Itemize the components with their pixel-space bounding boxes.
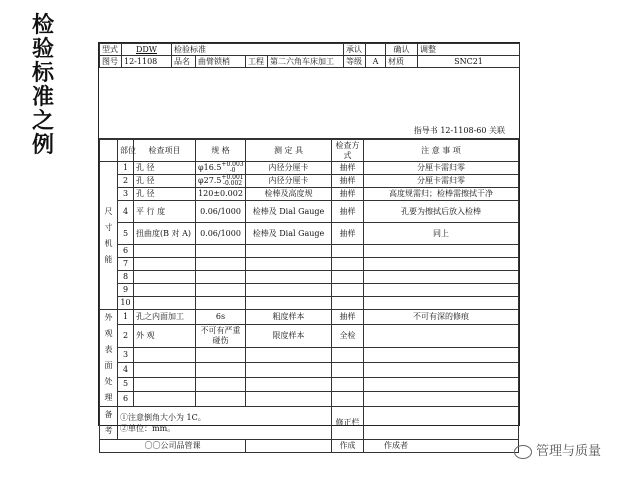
row-method xyxy=(332,245,364,258)
table-row xyxy=(100,258,519,271)
group-surface-label: 外观表面处理 xyxy=(100,310,118,407)
row-spec xyxy=(196,284,246,297)
row-method: 抽样 xyxy=(332,201,364,223)
author-label: 作成者 xyxy=(364,440,519,453)
material-label: 材质 xyxy=(386,56,418,68)
row-tool: 检棒及高度规 xyxy=(246,188,332,201)
header-table xyxy=(99,43,520,68)
row-spec xyxy=(196,162,246,175)
drawing-no-label: 图号 xyxy=(100,56,122,68)
row-tool: 检棒及 Dial Gauge xyxy=(246,201,332,223)
row-item: 孔 径 xyxy=(134,188,196,201)
row-spec xyxy=(196,245,246,258)
adjust-label: 调整 xyxy=(418,44,520,56)
row-spec xyxy=(196,297,246,310)
row-spec xyxy=(196,201,246,223)
row-note xyxy=(364,245,519,258)
row-spec xyxy=(196,188,246,201)
watermark xyxy=(514,440,601,459)
row-note xyxy=(364,362,519,377)
row-note: 分厘卡需归零 xyxy=(364,162,519,175)
row-item: 平 行 度 xyxy=(134,201,196,223)
row-tool xyxy=(246,377,332,392)
inspection-sheet xyxy=(98,42,520,450)
row-number: 4 xyxy=(118,362,134,377)
row-tool xyxy=(246,392,332,407)
table-row xyxy=(100,392,519,407)
row-note: 不可有深的修痕 xyxy=(364,310,519,325)
row-note xyxy=(364,324,519,348)
row-number: 6 xyxy=(118,245,134,258)
row-method xyxy=(332,377,364,392)
row-tool xyxy=(246,297,332,310)
row-item: 孔之内面加工 xyxy=(134,310,196,325)
row-spec xyxy=(196,223,246,245)
table-row xyxy=(100,188,519,201)
tolerance-upper: +0.001 xyxy=(221,174,244,181)
row-note xyxy=(364,377,519,392)
row-number: 6 xyxy=(118,392,134,407)
table-row xyxy=(100,175,519,188)
row-item: 孔 径 xyxy=(134,175,196,188)
part-name-label: 品名 xyxy=(172,56,196,68)
row-number: 8 xyxy=(118,271,134,284)
row-method: 抽样 xyxy=(332,175,364,188)
row-tool: 检棒及 Dial Gauge xyxy=(246,223,332,245)
row-spec xyxy=(196,324,246,348)
table-row xyxy=(100,271,519,284)
row-method xyxy=(332,392,364,407)
row-tool xyxy=(246,258,332,271)
row-tool: 粗度样本 xyxy=(246,310,332,325)
guide-ref: 指导书 12-1108-60 关联 xyxy=(413,126,505,135)
col-method: 检查方式 xyxy=(332,140,364,162)
row-item: 孔 径 xyxy=(134,162,196,175)
remarks-label: 备考 xyxy=(100,407,118,440)
row-item xyxy=(134,362,196,377)
row-note xyxy=(364,348,519,363)
material: SNC21 xyxy=(418,56,520,68)
col-notes: 注 意 事 项 xyxy=(364,140,519,162)
table-row xyxy=(100,377,519,392)
row-number: 1 xyxy=(118,162,134,175)
table-row xyxy=(100,201,519,223)
row-number: 10 xyxy=(118,297,134,310)
approve-label: 承认 xyxy=(344,44,366,56)
inspection-table xyxy=(99,139,519,453)
row-number: 3 xyxy=(118,188,134,201)
confirm-label: 确认 xyxy=(386,44,418,56)
row-note xyxy=(364,297,519,310)
row-tool xyxy=(246,348,332,363)
row-item: 外 观 xyxy=(134,324,196,348)
row-spec xyxy=(196,175,246,188)
row-note: 分厘卡需归零 xyxy=(364,175,519,188)
spec-value: 0.06/1000 xyxy=(200,228,241,238)
spec-value: φ16.5 xyxy=(198,163,222,172)
guide-area xyxy=(99,68,519,139)
row-spec xyxy=(196,377,246,392)
drawing-no: 12-1108 xyxy=(122,56,172,68)
part-name: 曲臂锁梢 xyxy=(196,56,246,68)
tolerance-lower: -0 xyxy=(229,167,236,174)
row-method: 抽样 xyxy=(332,188,364,201)
row-item xyxy=(134,297,196,310)
row-tool xyxy=(246,362,332,377)
row-number: 9 xyxy=(118,284,134,297)
table-row xyxy=(100,223,519,245)
process: 第二六角车床加工 xyxy=(268,56,344,68)
col-part: 部位 xyxy=(118,140,134,162)
row-spec xyxy=(196,310,246,325)
col-spec: 规 格 xyxy=(196,140,246,162)
row-spec xyxy=(196,258,246,271)
grade-label: 等级 xyxy=(344,56,366,68)
table-row xyxy=(100,245,519,258)
row-number: 1 xyxy=(118,310,134,325)
row-method xyxy=(332,362,364,377)
row-note: 高度规需归；检棒需擦拭干净 xyxy=(364,188,519,201)
row-spec xyxy=(196,271,246,284)
side-title: 检验标准之例 xyxy=(32,13,55,158)
row-method xyxy=(332,348,364,363)
row-item xyxy=(134,348,196,363)
row-item xyxy=(134,245,196,258)
row-tool xyxy=(246,245,332,258)
row-tool xyxy=(246,284,332,297)
row-spec xyxy=(196,348,246,363)
spec-value: 120±0.002 xyxy=(198,189,243,198)
table-row xyxy=(100,162,519,175)
row-tool: 限度样本 xyxy=(246,324,332,348)
row-number: 2 xyxy=(118,175,134,188)
row-item xyxy=(134,377,196,392)
row-spec xyxy=(196,392,246,407)
row-method xyxy=(332,297,364,310)
row-item: 扭曲度(B 对 A) xyxy=(134,223,196,245)
spec-value: φ27.5 xyxy=(198,176,222,185)
model-value: DDW xyxy=(122,44,172,56)
row-method xyxy=(332,258,364,271)
made-by-label: 作成 xyxy=(332,440,364,453)
wechat-icon xyxy=(514,445,532,459)
row-note xyxy=(364,258,519,271)
row-tool: 内径分厘卡 xyxy=(246,175,332,188)
table-row xyxy=(100,284,519,297)
row-method: 抽样 xyxy=(332,162,364,175)
row-number: 5 xyxy=(118,223,134,245)
row-note: 同上 xyxy=(364,223,519,245)
row-method: 抽样 xyxy=(332,223,364,245)
row-method: 抽样 xyxy=(332,310,364,325)
row-number: 2 xyxy=(118,324,134,348)
table-row xyxy=(100,297,519,310)
row-tool: 内径分厘卡 xyxy=(246,162,332,175)
row-number: 7 xyxy=(118,258,134,271)
table-row xyxy=(100,362,519,377)
row-item xyxy=(134,258,196,271)
row-number: 3 xyxy=(118,348,134,363)
group-dimension-label: 尺寸机能 xyxy=(100,162,118,310)
remark-1: ①注意倒角大小为 1C。 xyxy=(120,413,206,422)
row-item xyxy=(134,284,196,297)
watermark-text: 管理与质量 xyxy=(536,444,602,459)
col-item: 检查项目 xyxy=(134,140,196,162)
doc-title: 检验标准 xyxy=(172,44,344,56)
row-number: 4 xyxy=(118,201,134,223)
row-tool xyxy=(246,271,332,284)
model-label: 型式 xyxy=(100,44,122,56)
process-label: 工程 xyxy=(246,56,268,68)
col-tool: 测 定 具 xyxy=(246,140,332,162)
row-method xyxy=(332,284,364,297)
row-spec xyxy=(196,362,246,377)
tolerance-upper: +0.003 xyxy=(221,161,244,168)
row-method: 全检 xyxy=(332,324,364,348)
row-note: 孔要为擦拭后放入检棒 xyxy=(364,201,519,223)
remark-2: ②单位：mm。 xyxy=(120,424,176,433)
row-note xyxy=(364,284,519,297)
row-item xyxy=(134,271,196,284)
company: 〇〇公司品管课 xyxy=(100,440,246,453)
row-item xyxy=(134,392,196,407)
revision-label: 修正栏 xyxy=(332,407,364,440)
grade: A xyxy=(366,56,386,68)
row-note xyxy=(364,392,519,407)
spec-value: 不可有严重碰伤 xyxy=(200,325,241,345)
table-row xyxy=(100,324,519,348)
row-method xyxy=(332,271,364,284)
table-row xyxy=(100,310,519,325)
row-number: 5 xyxy=(118,377,134,392)
spec-value: 0.06/1000 xyxy=(200,206,241,216)
tolerance-lower: -0.002 xyxy=(222,180,243,187)
spec-value: 6s xyxy=(215,311,226,321)
table-row xyxy=(100,348,519,363)
row-note xyxy=(364,271,519,284)
